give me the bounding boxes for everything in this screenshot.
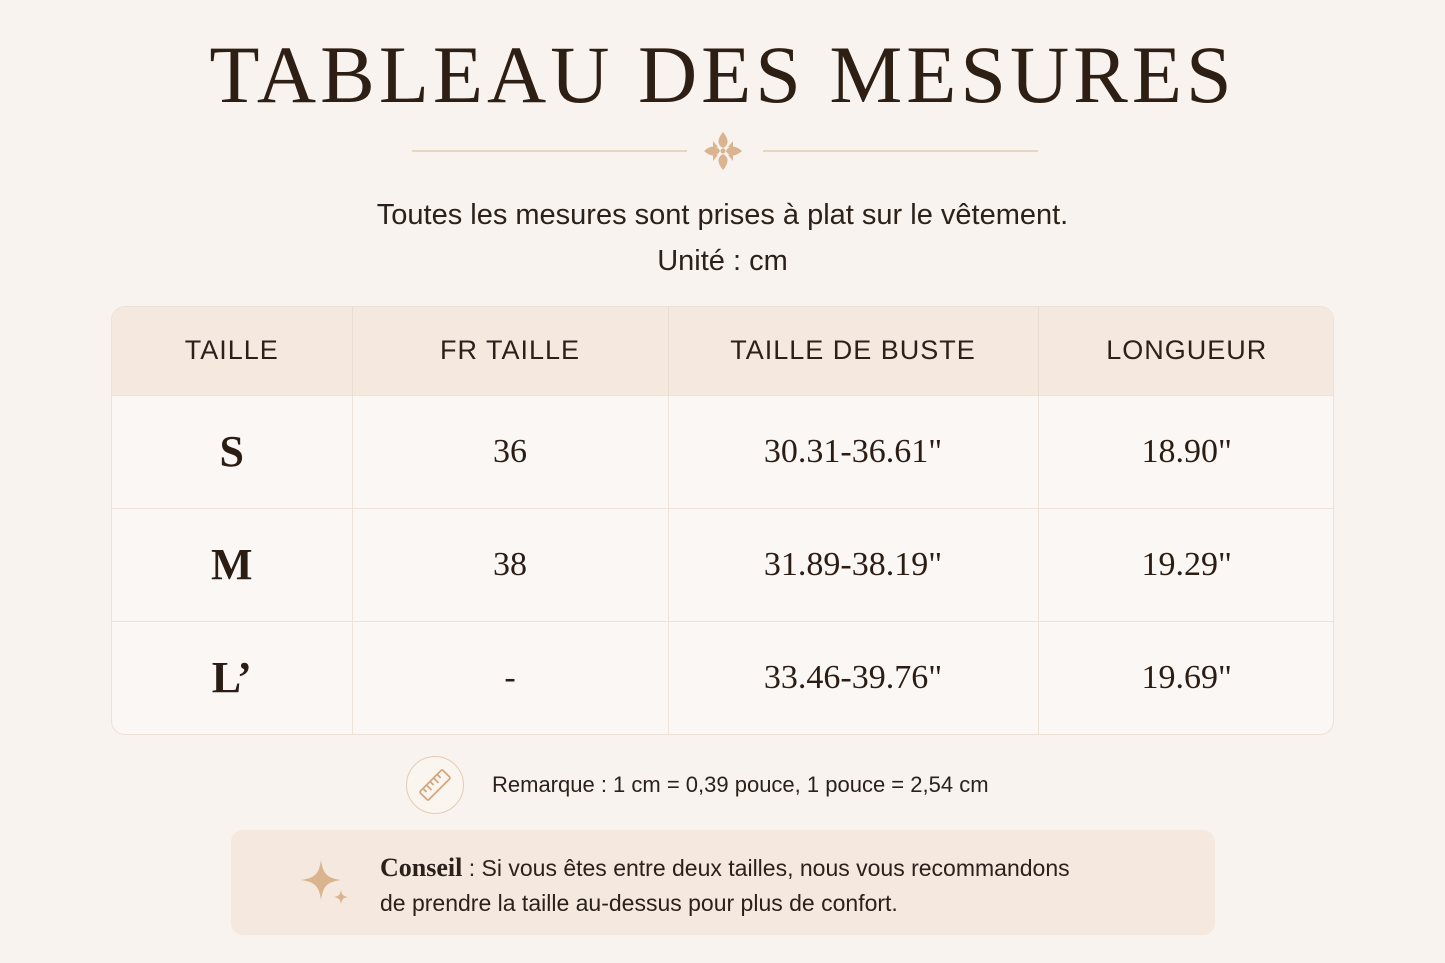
fr-size-cell: 36 xyxy=(352,395,668,508)
ruler-icon xyxy=(406,756,464,814)
column-header-longueur: LONGUEUR xyxy=(1038,307,1334,395)
flower-ornament-icon xyxy=(704,132,742,170)
conversion-note xyxy=(406,755,989,815)
tip-box xyxy=(231,830,1215,935)
size-cell: S xyxy=(112,395,352,508)
sparkle-icon xyxy=(301,858,351,908)
tip-label: Conseil xyxy=(380,853,463,882)
table-row xyxy=(112,621,1334,734)
column-header-taille: TAILLE xyxy=(112,307,352,395)
table-row xyxy=(112,508,1334,621)
length-cell: 19.69" xyxy=(1038,621,1334,734)
table-row xyxy=(112,395,1334,508)
tip-separator: : xyxy=(462,855,482,881)
page-title: TABLEAU DES MESURES xyxy=(209,29,1236,120)
bust-cell: 31.89-38.19" xyxy=(668,508,1038,621)
length-cell: 18.90" xyxy=(1038,395,1334,508)
column-header-taille-de-buste: TAILLE DE BUSTE xyxy=(668,307,1038,395)
ornament-divider xyxy=(412,130,1038,174)
tip-line-2: de prendre la taille au-dessus pour plus de confort. xyxy=(380,890,898,916)
column-header-fr-taille: FR TAILLE xyxy=(352,307,668,395)
measurement-instructions: Toutes les mesures sont prises à plat sur le vêtement. xyxy=(376,199,1069,231)
fr-size-cell: 38 xyxy=(352,508,668,621)
fr-size-cell: - xyxy=(352,621,668,734)
tip-line-1: Si vous êtes entre deux tailles, nous vous recommandons xyxy=(481,855,1070,881)
table-header-row xyxy=(112,307,1334,395)
size-cell: L’ xyxy=(112,621,352,734)
unit-label: Unité : cm xyxy=(657,245,788,277)
conversion-note-text: Remarque : 1 cm = 0,39 pouce, 1 pouce = 2,54 cm xyxy=(492,772,989,797)
bust-cell: 33.46-39.76" xyxy=(668,621,1038,734)
size-table xyxy=(111,306,1334,735)
size-cell: M xyxy=(112,508,352,621)
bust-cell: 30.31-36.61" xyxy=(668,395,1038,508)
length-cell: 19.29" xyxy=(1038,508,1334,621)
